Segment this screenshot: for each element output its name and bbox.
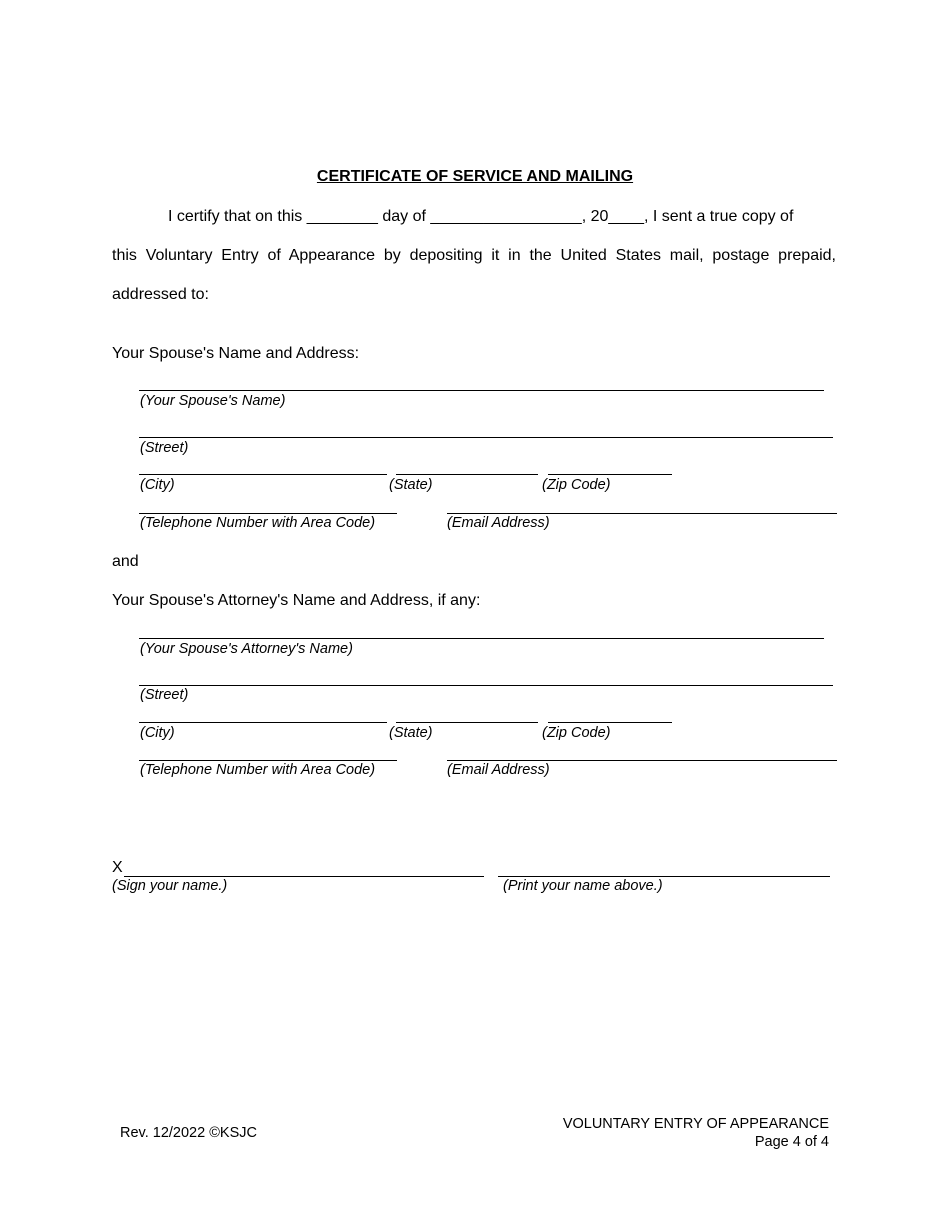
attorney-zip-field[interactable] <box>548 722 672 723</box>
printed-name-field[interactable] <box>498 876 830 877</box>
attorney-name-label: (Your Spouse's Attorney's Name) <box>140 641 353 657</box>
attorney-zip-label: (Zip Code) <box>542 725 611 741</box>
footer-doc-title: VOLUNTARY ENTRY OF APPEARANCE <box>562 1116 829 1132</box>
spouse-phone-label: (Telephone Number with Area Code) <box>140 515 376 531</box>
spouse-street-field[interactable] <box>139 437 833 438</box>
spouse-city-label: (City) <box>140 477 175 493</box>
spouse-email-field[interactable] <box>447 513 837 514</box>
attorney-city-label: (City) <box>140 725 175 741</box>
attorney-city-field[interactable] <box>139 722 387 723</box>
attorney-phone-label: (Telephone Number with Area Code) <box>140 762 376 778</box>
certify-line-3: addressed to: <box>112 286 209 303</box>
sign-label: (Sign your name.) <box>112 878 228 894</box>
signature-x-mark: X <box>112 859 123 876</box>
attorney-name-field[interactable] <box>139 638 824 639</box>
month-blank[interactable]: _________________ <box>430 208 582 225</box>
attorney-street-field[interactable] <box>139 685 833 686</box>
certify-text-b: day of <box>382 208 426 225</box>
day-blank[interactable]: ________ <box>306 208 378 225</box>
certify-text-c: , 20 <box>581 208 609 225</box>
spouse-phone-field[interactable] <box>139 513 397 514</box>
attorney-heading: Your Spouse's Attorney's Name and Address, if any: <box>112 592 481 609</box>
attorney-phone-field[interactable] <box>139 760 397 761</box>
certify-line-1 <box>168 208 793 226</box>
page-title: CERTIFICATE OF SERVICE AND MAILING <box>316 168 634 185</box>
certify-text-d: , I sent a true copy of <box>643 208 794 225</box>
attorney-email-label: (Email Address) <box>447 762 550 778</box>
spouse-heading: Your Spouse's Name and Address: <box>112 345 360 362</box>
certify-line-2: this Voluntary Entry of Appearance by depositing it in the United States mail, postage prepaid, <box>112 247 836 264</box>
spouse-zip-label: (Zip Code) <box>542 477 611 493</box>
attorney-state-field[interactable] <box>396 722 538 723</box>
footer-revision: Rev. 12/2022 ©KSJC <box>120 1125 257 1141</box>
spouse-street-label: (Street) <box>140 440 189 456</box>
attorney-state-label: (State) <box>389 725 433 741</box>
spouse-city-field[interactable] <box>139 474 387 475</box>
year-blank[interactable]: ____ <box>608 208 644 225</box>
spouse-state-field[interactable] <box>396 474 538 475</box>
signature-field[interactable] <box>124 876 484 877</box>
spouse-name-field[interactable] <box>139 390 824 391</box>
spouse-email-label: (Email Address) <box>447 515 550 531</box>
print-label: (Print your name above.) <box>503 878 663 894</box>
attorney-email-field[interactable] <box>447 760 837 761</box>
certify-text-a: I certify that on this <box>168 208 303 225</box>
spouse-state-label: (State) <box>389 477 433 493</box>
attorney-street-label: (Street) <box>140 687 189 703</box>
spouse-name-label: (Your Spouse's Name) <box>140 393 286 409</box>
spouse-zip-field[interactable] <box>548 474 672 475</box>
footer-page-number: Page 4 of 4 <box>754 1134 829 1150</box>
and-text: and <box>112 553 139 570</box>
